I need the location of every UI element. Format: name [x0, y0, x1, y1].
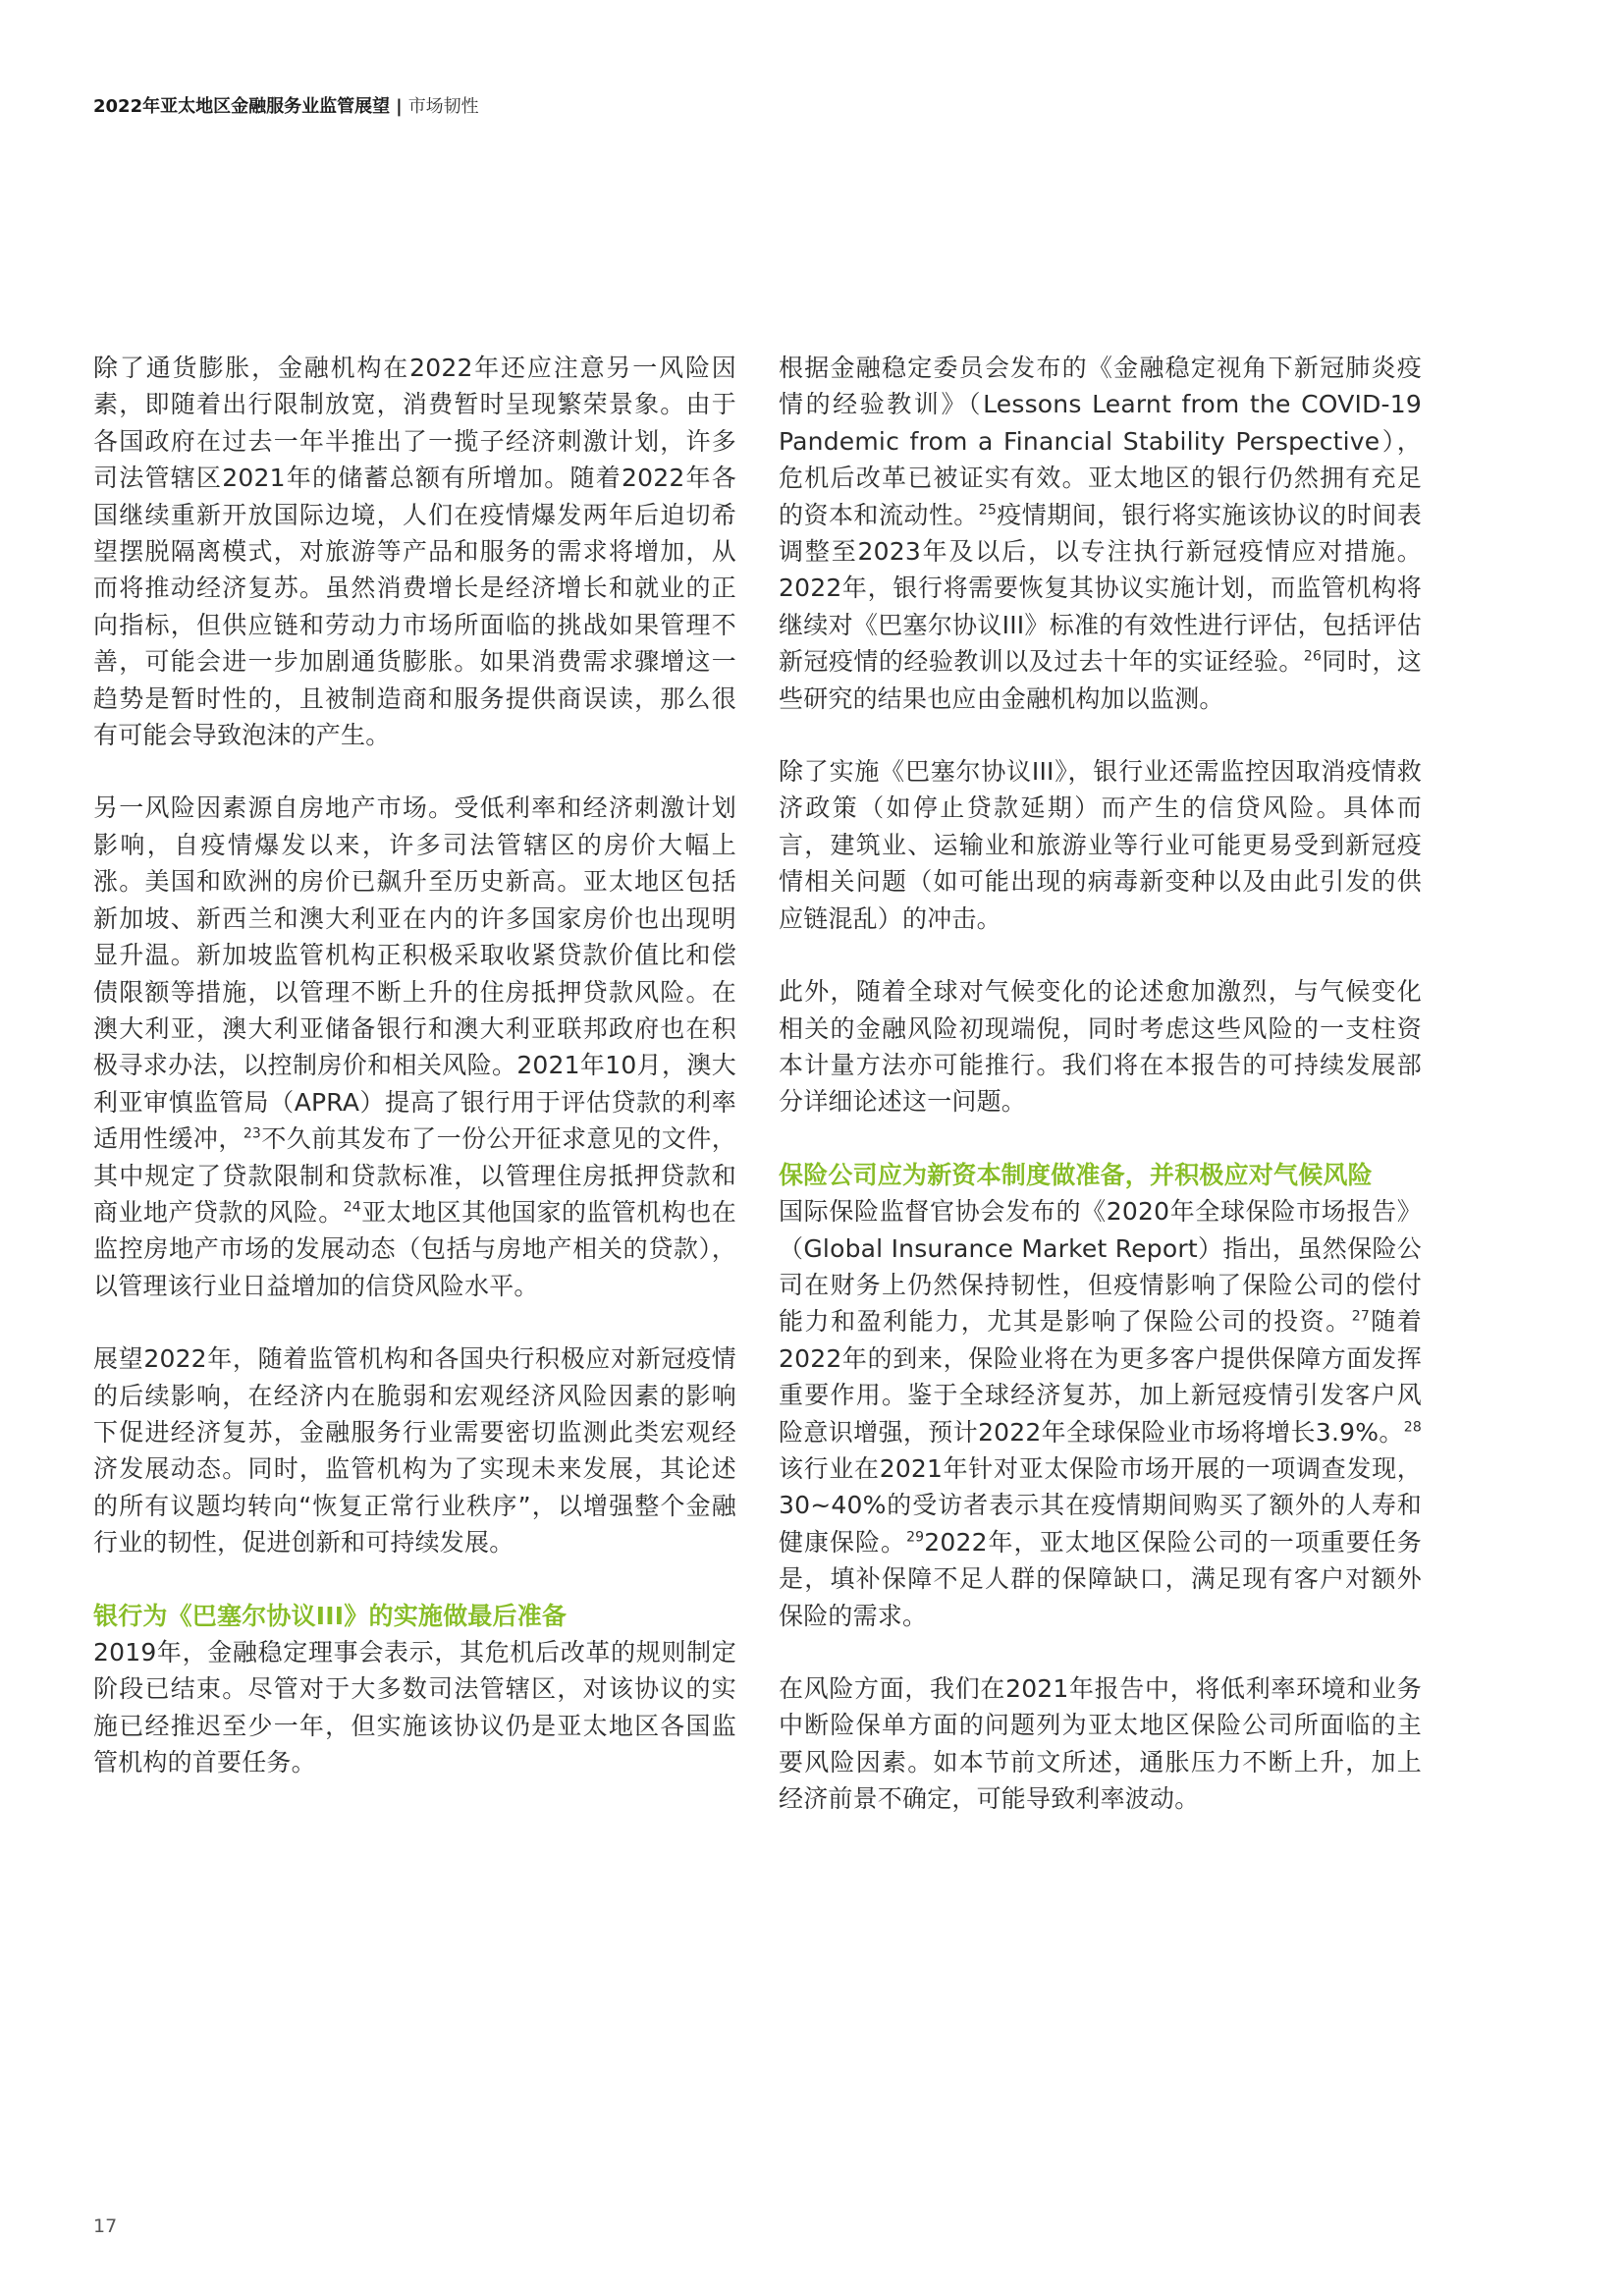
text-segment: 根据金融稳定委员会发布的《金融稳定视角下新冠肺炎疫情的经验教训》（Lessons Learnt from the COVID-19 Pandemic from a Financial Stability Perspective），危机后改革已被证实有效。亚太地区的银行仍然拥有充足的资本和流动性。 — [779, 354, 1422, 529]
text-segment: 该行业在2021年针对亚太保险市场开展的一项调查发现，30~40%的受访者表示其在疫情期间购买了额外的人寿和健康保险。 — [779, 1453, 1422, 1557]
subheading-basel-iii: 银行为《巴塞尔协议III》的实施做最后准备 — [93, 1601, 568, 1630]
paragraph-inflation-consumption: 除了通货膨胀，金融机构在2022年还应注意另一风险因素，即随着出行限制放宽，消费暂时呈现繁荣景象。由于各国政府在过去一年半推出了一揽子经济刺激计划，许多司法管辖区2021年的储蓄总额有所增加。随着2022年各国继续重新开放国际边境，人们在疫情爆发两年后迫切希望摆脱隔离模式，对旅游等产品和服务的需求将增加，从而将推动经济复苏。虽然消费增长是经济增长和就业的正向指标，但供应链和劳动力市场所面临的挑战如果管理不善，可能会进一步加剧通货膨胀。如果消费需求骤增这一趋势是暂时性的，且被制造商和服务提供商误读，那么很有可能会导致泡沫的产生。 — [93, 354, 736, 750]
footnote-ref-23: 23 — [243, 1125, 262, 1142]
paragraph-outlook-2022: 展望2022年，随着监管机构和各国央行积极应对新冠疫情的后续影响，在经济内在脆弱和宏观经济风险因素的影响下促进经济复苏，金融服务行业需要密切监测此类宏观经济发展动态。同时，监管机构为了实现未来发展，其论述的所有议题均转向“恢复正常行业秩序”，以增强整个金融行业的韧性，促进创新和可持续发展。 — [93, 1344, 736, 1558]
footnote-ref-28: 28 — [1403, 1419, 1422, 1436]
paragraph-real-estate — [93, 790, 736, 1304]
text-segment: 国际保险监督官协会发布的《2020年全球保险市场报告》（Global Insurance Market Report）指出，虽然保险公司在财务上仍然保持韧性，但疫情影响了保险公司的偿付能力和盈利能力，尤其是影响了保险公司的投资。 — [779, 1197, 1422, 1337]
right-column — [779, 350, 1422, 1818]
text-segment: 亚太地区其他国家的监管机构也在监控房地产市场的发展动态（包括与房地产相关的贷款），以管理该行业日益增加的信贷风险水平。 — [93, 1197, 736, 1300]
text-segment: 不久前其发布了一份公开征求意见的文件，其中规定了贷款限制和贷款标准，以管理住房抵押贷款和商业地产贷款的风险。 — [93, 1124, 736, 1227]
footnote-ref-27: 27 — [1351, 1309, 1370, 1326]
paragraph-credit-risk: 除了实施《巴塞尔协议III》，银行业还需监控因取消疫情救济政策（如停止贷款延期）而产生的信贷风险。具体而言，建筑业、运输业和旅游业等行业可能更易受到新冠疫情相关问题（如可能出现的病毒新变种以及由此引发的供应链混乱）的冲击。 — [779, 757, 1422, 933]
text-segment: 同时，这些研究的结果也应由金融机构加以监测。 — [779, 647, 1422, 713]
running-header — [93, 92, 479, 118]
left-column — [93, 350, 736, 1781]
paragraph-fsb-lessons — [779, 350, 1422, 717]
footnote-ref-24: 24 — [343, 1199, 361, 1216]
report-title: 2022年亚太地区金融服务业监管展望 — [93, 96, 391, 117]
text-segment: 疫情期间，银行将实施该协议的时间表调整至2023年及以后，以专注执行新冠疫情应对措施。2022年，银行将需要恢复其协议实施计划，而监管机构将继续对《巴塞尔协议III》标准的有效性进行评估，包括评估新冠疫情的经验教训以及过去十年的实证经验。 — [779, 500, 1422, 677]
paragraph-insurance-market — [779, 1193, 1422, 1634]
header-separator: | — [396, 96, 403, 117]
paragraph-insurance-risks: 在风险方面，我们在2021年报告中，将低利率环境和业务中断险保单方面的问题列为亚太地区保险公司所面临的主要风险因素。如本节前文所述，通胀压力不断上升，加上经济前景不确定，可能导致利率波动。 — [779, 1674, 1422, 1814]
subheading-insurance: 保险公司应为新资本制度做准备，并积极应对气候风险 — [779, 1160, 1373, 1189]
footnote-ref-25: 25 — [978, 502, 997, 519]
footnote-ref-29: 29 — [906, 1529, 925, 1546]
text-segment: 另一风险因素源自房地产市场。受低利率和经济刺激计划影响，自疫情爆发以来，许多司法管辖区的房价大幅上涨。美国和欧洲的房价已飙升至历史新高。亚太地区包括新加坡、新西兰和澳大利亚在内的许多国家房价也出现明显升温。新加坡监管机构正积极采取收紧贷款价值比和偿债限额等措施，以管理不断上升的住房抵押贷款风险。在澳大利亚，澳大利亚储备银行和澳大利亚联邦政府也在积极寻求办法，以控制房价和相关风险。2021年10月，澳大利亚审慎监管局（APRA）提高了银行用于评估贷款的利率适用性缓冲， — [93, 793, 736, 1154]
page-number: 17 — [93, 2215, 118, 2237]
footnote-ref-26: 26 — [1303, 648, 1323, 665]
text-segment: 2022年，亚太地区保险公司的一项重要任务是，填补保障不足人群的保障缺口，满足现有客户对额外保险的需求。 — [779, 1527, 1422, 1630]
text-segment: 随着2022年的到来，保险业将在为更多客户提供保障方面发挥重要作用。鉴于全球经济复苏，加上新冠疫情引发客户风险意识增强，预计2022年全球保险业市场将增长3.9%。 — [779, 1307, 1423, 1447]
section-name: 市场韧性 — [407, 96, 479, 117]
paragraph-climate-risk: 此外，随着全球对气候变化的论述愈加激烈，与气候变化相关的金融风险初现端倪，同时考虑这些风险的一支柱资本计量方法亦可能推行。我们将在本报告的可持续发展部分详细论述这一问题。 — [779, 977, 1422, 1117]
paragraph-basel-implementation: 2019年，金融稳定理事会表示，其危机后改革的规则制定阶段已结束。尽管对于大多数司法管辖区，对该协议的实施已经推迟至少一年，但实施该协议仍是亚太地区各国监管机构的首要任务。 — [93, 1638, 736, 1777]
